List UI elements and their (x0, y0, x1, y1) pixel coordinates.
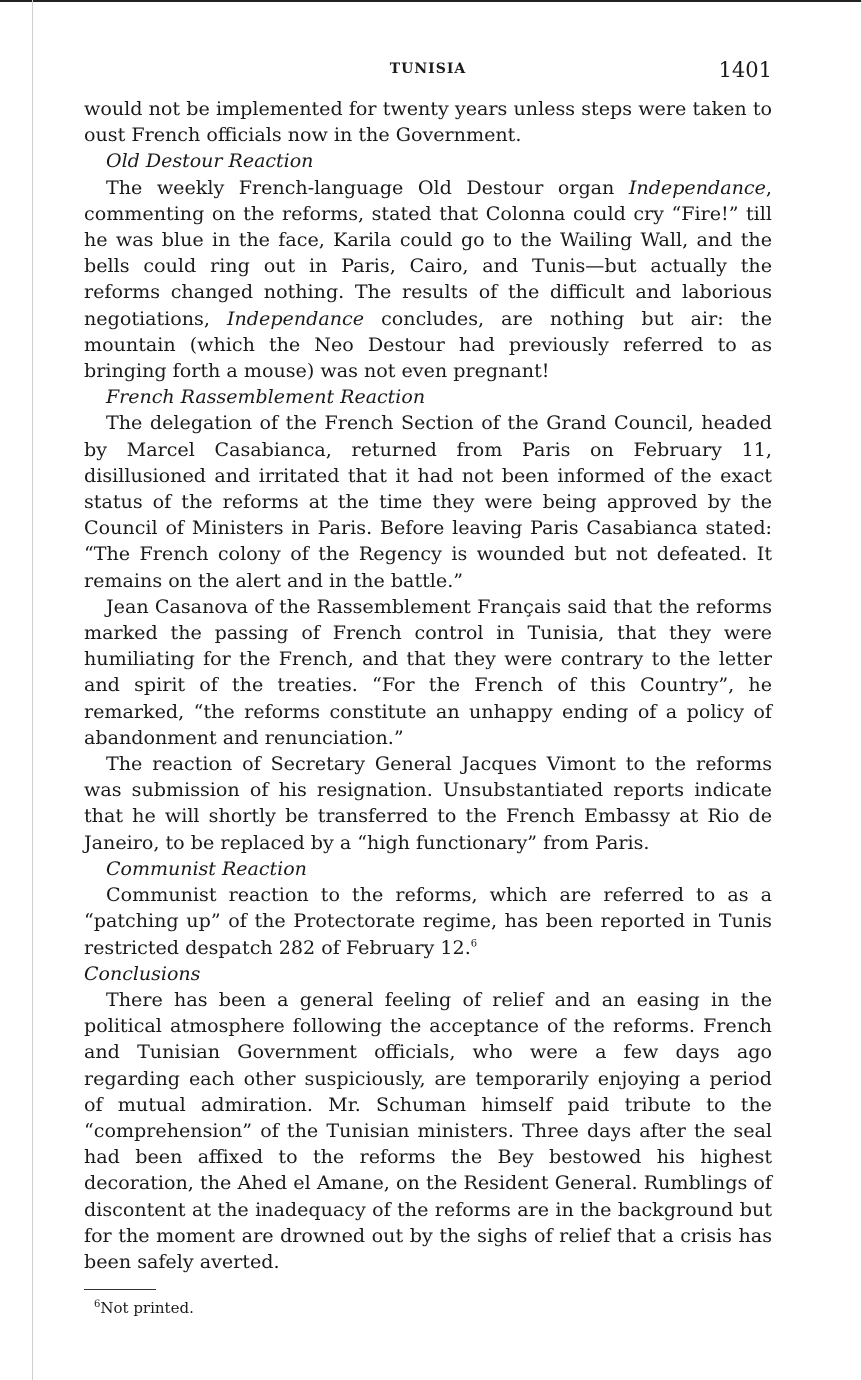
left-margin-line (32, 0, 33, 1380)
body-paragraph (84, 175, 772, 385)
body-paragraph (84, 96, 772, 148)
section-subheading: French Rassemblement Reaction (106, 386, 426, 409)
section-subheading: Communist Reaction (106, 857, 307, 880)
text-span: Jean Casanova of the Rassemblement Français said that the reforms marked the passing of French control in Tunisia, that they were humiliating for the French, and that they were contrary to the letter and spirit of the treaties. “For the French of this Country”, he remarked, “the reforms constitute an unhappy ending of a policy of abandonment and renunciation.” (84, 594, 772, 749)
publication-title: Independance (628, 175, 766, 199)
text-span: concludes, are nothing but air: the mountain (which the Neo Destour had previously referred to as bringing forth a mouse) was not even pregnant! (84, 306, 772, 383)
body-paragraph (84, 594, 772, 751)
text-span: There has been a general feeling of relief and an easing in the political atmosphere following the acceptance of the reforms. French and Tunisian Government officials, who were a few days ago regarding each other suspiciously, are temporarily enjoying a period of mutual admiration. Mr. Schuman himself paid tribute to the “comprehension” of the Tunisian ministers. Three days after the seal had been affixed to the reforms the Bey bestowed his highest decoration, the Ahed el Amane, on the Resident General. Rumblings of discontent at the inadequacy of the reforms are in the background but for the moment are drowned out by the sighs of relief that a crisis has been safely averted. (84, 987, 772, 1273)
body-paragraph (84, 882, 772, 961)
text-span: The weekly French-language Old Destour organ (106, 175, 629, 199)
section-subheading: Conclusions (84, 962, 201, 985)
section-subheading: Old Destour Reaction (106, 150, 314, 173)
footnote (84, 1298, 772, 1318)
footnote-divider (84, 1289, 156, 1290)
body-paragraph (84, 751, 772, 856)
text-span: The reaction of Secretary General Jacques Vimont to the reforms was submission of his resignation. Unsubstantiated reports indicate that he will shortly be transferred to the French Embassy at Rio de Janeiro, to be replaced by a “high functionary” from Paris. (84, 752, 772, 854)
text-span: would not be implemented for twenty years unless steps were taken to oust French officials now in the Government. (84, 97, 772, 147)
text-span: Communist reaction to the reforms, which are referred to as a “patching up” of the Protectorate regime, has been reported in Tunis restricted despatch 282 of February 12. (84, 883, 772, 959)
body-paragraph (84, 410, 772, 593)
footnote-marker: 6 (94, 1299, 101, 1311)
body-paragraph (84, 987, 772, 1275)
running-head: TUNISIA (389, 61, 467, 77)
publication-title: Independance (226, 306, 365, 330)
text-span: The delegation of the French Section of the Grand Council, headed by Marcel Casabianca, returned from Paris on February 11, disillusioned and irritated that it had not been informed of the exact status of the reforms at the time they were being approved by the Council of Ministers in Paris. Before leaving Paris Casabianca stated: “The French colony of the Regency is wounded but not defeated. It remains on the alert and in the battle.” (84, 411, 772, 592)
body-text (84, 96, 772, 1318)
page-number: 1401 (718, 58, 772, 82)
footnote-reference: 6 (470, 938, 478, 950)
page-header (84, 58, 772, 82)
text-span: , commenting on the reforms, stated that Colonna could cry “Fire!” till he was blue in the face, Karila could go to the Wailing Wall, and the bells could ring out in Paris, Cairo, and Tunis—but actually the reforms changed nothing. The results of the difficult and laborious negotiations, (84, 175, 772, 330)
footnote-text: Not printed. (100, 1299, 194, 1318)
top-border-rule (0, 0, 861, 2)
